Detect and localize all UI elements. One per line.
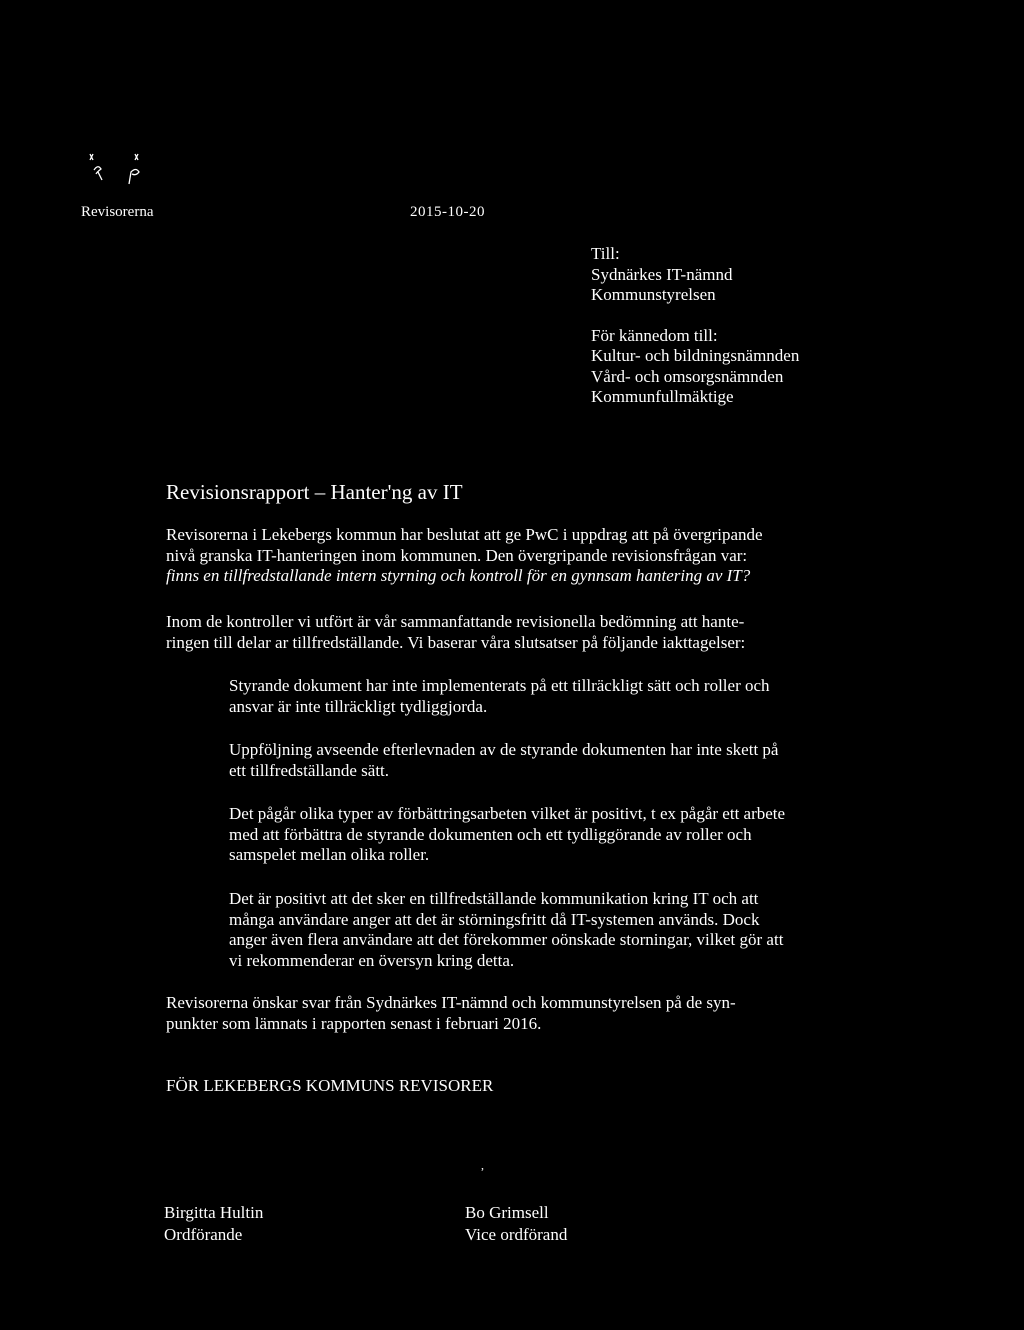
intro-paragraph	[166, 525, 906, 587]
signoff: FÖR LEKEBERGS KOMMUNS REVISORER	[166, 1076, 494, 1095]
observation-3: Det pågår olika typer av förbättringsarbeten vilket är positivt, t ex pågår ett arbete med att förbättra de styrande dokumenten och ett tydliggörande av roller och samspelet mellan olika roller.	[229, 804, 786, 864]
recipients-block	[591, 244, 799, 408]
cc-recipient: Vård- och omsorgsnämnden	[591, 366, 784, 386]
signatory-name: Bo Grimsell	[465, 1203, 549, 1222]
signatory-name: Birgitta Hultin	[164, 1203, 264, 1222]
observation-2: Uppföljning avseende efterlevnaden av de styrande dokumenten har inte skett på ett tillfredställande sätt.	[229, 740, 779, 780]
observation-4: Det är positivt att det sker en tillfredställande kommunikation kring IT och att många användare anger att det är störningsfritt då IT-systemen används. Dock anger även flera användare att det förekommer oönskade storningar, vilket gör att vi rekommenderar en översyn kring detta.	[229, 889, 784, 970]
cc-recipient: Kultur- och bildningsnämnden	[591, 346, 800, 365]
recipient: Sydnärkes IT-nämnd	[591, 264, 733, 284]
signatory-vice-chair	[465, 1202, 567, 1246]
organization-name: Revisorerna	[81, 204, 154, 220]
audit-question: finns en tillfredstallande intern styrning och kontroll för en gynnsam hantering av IT?	[166, 566, 751, 585]
signatory-role: Ordförande	[164, 1225, 243, 1244]
recipient: Kommunstyrelsen	[591, 285, 716, 304]
assessment-line: ringen till delar ar tillfredställande. Vi baserar våra slutsatser på följande iakttagelser:	[166, 632, 746, 652]
report-title: Revisionsrapport – Hanter'ng av IT	[166, 480, 463, 504]
cc-label: För kännedom till:	[591, 325, 718, 345]
cc-recipient: Kommunfullmäktige	[591, 387, 734, 406]
signature-mark: ,	[481, 1158, 484, 1172]
assessment-paragraph	[166, 612, 906, 653]
intro-line: Revisorerna i Lekebergs kommun har beslutat att ge PwC i uppdrag att på övergripande	[166, 525, 763, 544]
document-date: 2015-10-20	[410, 204, 485, 220]
intro-line: nivå granska IT-hanteringen inom kommunen. Den övergripande revisionsfrågan var:	[166, 545, 748, 565]
assessment-line: Inom de kontroller vi utfört är vår sammanfattande revisionella bedömning att hante-	[166, 612, 745, 631]
revisorerna-logo	[84, 150, 154, 190]
to-label: Till:	[591, 244, 620, 263]
observation-1: Styrande dokument har inte implementerats på ett tillräckligt sätt och roller och ansvar är inte tillräckligt tydliggjorda.	[229, 676, 770, 716]
closing-paragraph: Revisorerna önskar svar från Sydnärkes IT-nämnd och kommunstyrelsen på de syn- punkter som lämnats i rapporten senast i februari 2016.	[166, 993, 736, 1033]
signatory-chair	[164, 1202, 263, 1246]
signatory-role: Vice ordförand	[465, 1225, 568, 1244]
